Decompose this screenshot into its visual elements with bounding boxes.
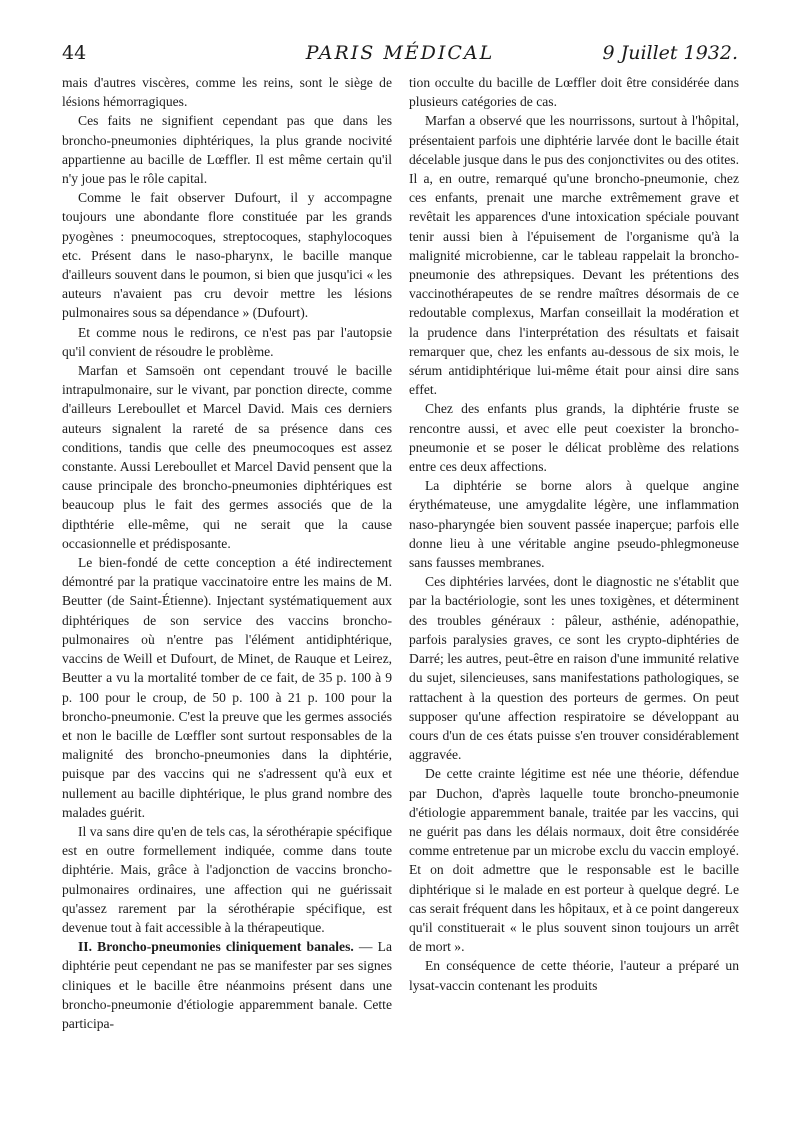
paragraph: Comme le fait observer Dufourt, il y accompagne toujours une abondante flore constituée par les grands pyogènes : pneumocoques, streptocoques, staphylocoques etc. Présent dans le naso-pharynx, le bacille manque d'ailleurs souvent dans le poumon, si bien que jusqu'ici « les auteurs n'avaient pas cru devoir mettre les lésions pulmonaires sous sa dépendance » (Dufourt). <box>62 190 392 321</box>
paragraph: La diphtérie se borne alors à quelque angine érythémateuse, une amygdalite légère, une inflammation naso-pharyngée bien souvent passée inaperçue; parfois elle donne lieu à une véritable angine pseudo-phlegmoneuse sans fausses membranes. <box>409 478 739 571</box>
paragraph: Marfan a observé que les nourrissons, surtout à l'hôpital, présentaient parfois une diphtérie larvée dont le bacille était décelable jusque dans le pus des conjonctivites ou des otites. Il a, en outre, remarqué qu'une broncho-pneumonie, chez ces enfants, prenait une marche extrêmement grave et revêtait les apparences d'une intoxication spéciale pouvant tenir aussi bien à l'épuisement de l'organisme qu'à la malignité microbienne, car le tableau rappelait la broncho-pneumonie des athrepsiques. Devant les prétentions des vaccinothérapeutes de se rendre maîtres désormais de ce redoutable complexus, Marfan conseillait la modération et la prudence dans l'interprétation des résultats et faisait remarquer que, chez les enfants au-dessous de six mois, le sérum antidiphtérique lui-même était pour ainsi dire sans effet. <box>409 113 739 398</box>
page-number: 44 <box>62 42 87 64</box>
paragraph: mais d'autres viscères, comme les reins, sont le siège de lésions hémorragiques. <box>62 75 392 110</box>
page-header <box>62 40 738 70</box>
left-column <box>62 73 392 1033</box>
paragraph: Et comme nous le redirons, ce n'est pas par l'autopsie qu'il convient de résoudre le problème. <box>62 324 392 359</box>
paragraph: Chez des enfants plus grands, la diphtérie fruste se rencontre aussi, et avec elle peut coexister la broncho-pneumonie et se poser le délicat problème des relations entre ces deux affections. <box>409 401 739 475</box>
journal-title: PARIS MÉDICAL <box>305 42 495 64</box>
paragraph: Marfan et Samsoën ont cependant trouvé le bacille intrapulmonaire, sur le vivant, par ponction directe, comme d'ailleurs Lereboullet et Marcel David. Mais ces derniers auteurs signalent la rareté de sa présence dans ces conditions, tandis que celle des pneumocoques est assez constante. Aussi Lereboullet et Marcel David pensent que la cause principale des broncho-pneumonies diphtériques est beaucoup plus le fait des germes associés que de la dipthtérie elle-même, qui ne serait que la cause occasionnelle et prédisposante. <box>62 363 392 551</box>
paragraph: De cette crainte légitime est née une théorie, défendue par Duchon, d'après laquelle toute broncho-pneumonie d'étiologie apparemment banale, traitée par les vaccins, qui ne guérit pas dans les délais normaux, doit être considérée comme entretenue par un microbe exclu du vaccin employé. Et on doit admettre que le responsable est le bacille diphtérique si le malade en est porteur à quelque degré. Le cas serait fréquent dans les hôpitaux, et à ce point dangereux qu'il constituerait « le plus souvent sinon toujours un arrêt de mort ». <box>409 766 739 955</box>
issue-date: 9 Juillet 1932. <box>602 42 738 64</box>
paragraph: Il va sans dire qu'en de tels cas, la sérothérapie spécifique est en outre formellement indiquée, comme dans toute diphtérie. Mais, grâce à l'adjonction de vaccins broncho-pulmonaires ordinaires, une affection qui ne guérissait qu'assez rarement par la sérothérapie spécifique, est devenue tout à fait accessible à la thérapeutique. <box>62 823 392 935</box>
paragraph: Le bien-fondé de cette conception a été indirectement démontré par la pratique vaccinatoire entre les mains de M. Beutter (de Saint-Étienne). Injectant systématiquement aux diphtériques de son service des vaccins broncho-pulmonaires où n'entre pas l'élément antidiphtérique, vaccins de Weill et Dufourt, de Minet, de Rauque et Leirez, Beutter a vu la mortalité tomber de ce fait, de 35 p. 100 à 9 p. 100 pour le croup, de 50 p. 100 à 21 p. 100 pour la broncho-pneumonie. C'est la preuve que les germes associés et non le bacille de Lœffler sont surtout responsables de la malignité des broncho-pneumonies dans la diphtérie, puisque par des vaccins qui ne s'adressent qu'à eux et nullement au bacille diphtérique, le plus grand nombre des malades guérit. <box>62 555 392 820</box>
section-text: — La diphtérie peut cependant ne pas se manifester par ses signes cliniques et le bacille être néanmoins présent dans une broncho-pneumonie d'étiologie apparemment banale. Cette participa- <box>62 939 392 1031</box>
section-paragraph <box>62 937 392 1033</box>
right-column <box>409 73 739 995</box>
paragraph: En conséquence de cette théorie, l'auteur a préparé un lysat-vaccin contenant les produits <box>409 958 739 993</box>
paragraph: tion occulte du bacille de Lœffler doit être considérée dans plusieurs catégories de cas. <box>409 75 739 110</box>
paragraph: Ces faits ne signifient cependant pas que dans les broncho-pneumonies diphtériques, la plus grande nocivité appartienne au bacille de Lœffler. Il est même certain qu'il n'y joue pas le rôle capital. <box>62 113 392 187</box>
section-heading: II. Broncho-pneumonies cliniquement banales. <box>78 939 354 955</box>
paragraph: Ces diphtéries larvées, dont le diagnostic ne s'établit que par la bactériologie, sont les unes toxigènes, et déterminent des troubles généraux : pâleur, asthénie, adénopathie, parfois paralysies graves, ce sont les crypto-diphtéries de Darré; les autres, peut-être en raison d'une immunité relative du sujet, silencieuses, sans manifestations pathologiques, se rattachent à la question des porteurs de germes. On peut supposer qu'une affection respiratoire se développant au cours d'un de ces états puisse s'en trouver considérablement aggravée. <box>409 574 739 763</box>
